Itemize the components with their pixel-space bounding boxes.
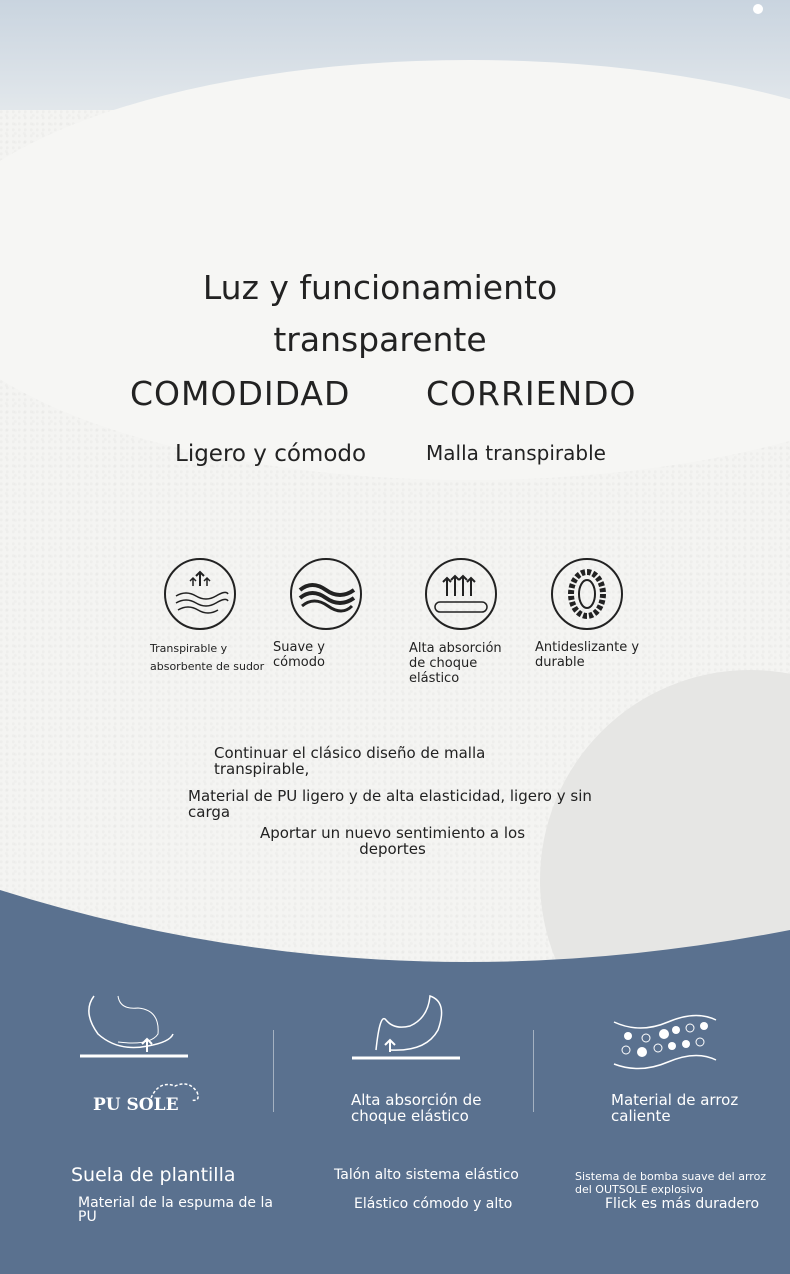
feature-label-breathable: Transpirable y absorbente de sudor (150, 642, 265, 673)
page-title-line2: transparente (273, 320, 487, 359)
tire-tread-icon (551, 558, 623, 630)
pu-sole-bubbles-icon (145, 1078, 205, 1108)
sole-title-insole: Suela de plantilla (71, 1164, 236, 1186)
sole-detail-insole: Material de la espuma de la PU (78, 1195, 273, 1225)
sole-title-rice: Sistema de bomba suave del arroz del OUTSOLE explosivo (575, 1170, 767, 1196)
pu-sole-badge: PU SOLE (93, 1095, 179, 1115)
soft-wave-icon (290, 558, 362, 630)
sole-detail-heel: Elástico cómodo y alto (354, 1196, 513, 1212)
caption-rice: Material de arroz caliente (611, 1091, 739, 1125)
heel-cushion-icon (350, 990, 465, 1065)
shock-absorption-icon (425, 558, 497, 630)
breathable-icon (164, 558, 236, 630)
page-title-line1: Luz y funcionamiento (202, 268, 558, 307)
divider-2 (533, 1030, 534, 1112)
subheading-malla: Malla transpirable (426, 441, 606, 465)
subheading-ligero: Ligero y cómodo (175, 441, 367, 467)
divider-1 (273, 1030, 274, 1112)
sole-title-heel: Talón alto sistema elástico (334, 1167, 519, 1183)
white-dot (753, 4, 763, 14)
rice-foam-icon (610, 1012, 720, 1072)
feature-label-antislip: Antideslizante y durable (535, 640, 640, 670)
description-line2: Material de PU ligero y de alta elasticidad, ligero y sin carga (188, 787, 592, 821)
caption-shock: Alta absorción de choque elástico (351, 1091, 482, 1125)
feature-label-soft: Suave y cómodo (273, 640, 325, 670)
heading-corriendo: CORRIENDO (426, 374, 637, 413)
description-line1: Continuar el clásico diseño de malla transpirable, (214, 744, 486, 778)
insole-icon (78, 990, 213, 1070)
sole-detail-rice: Flick es más duradero (605, 1196, 760, 1212)
heading-comodidad: COMODIDAD (130, 374, 351, 413)
description-line3: Aportar un nuevo sentimiento a los deportes (259, 824, 526, 858)
feature-label-shock: Alta absorción de choque elástico (409, 641, 502, 686)
